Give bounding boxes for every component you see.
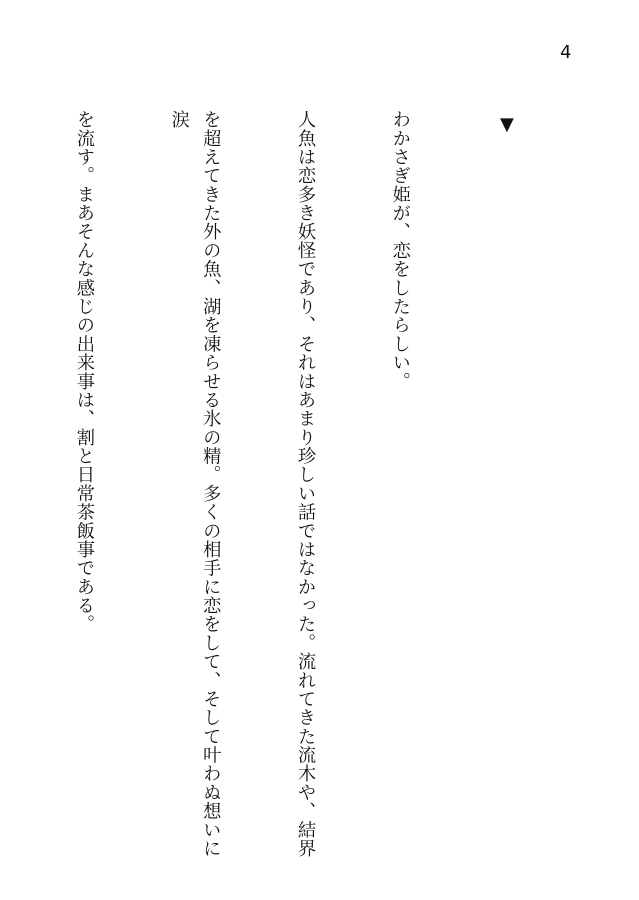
text-line [0,110,5,870]
page-number: 4 [560,42,572,63]
text-line: わかさぎ姫が、恋をしたらしい。 [389,110,411,391]
text-line: を超えてきた外の魚、湖を凍らせる氷の精。多くの相手に恋をして、そして叶わぬ想いに涙 [168,110,222,858]
body-text [0,110,479,870]
text-line: を流す。まあそんな感じの出来事は、割と日常茶飯事である。 [73,110,95,634]
text-line: 人魚は恋多き妖怪であり、それはあまり珍しい話ではなかった。流れてきた流木や、結界 [295,110,317,858]
section-marker-icon: ▼ [500,114,514,135]
